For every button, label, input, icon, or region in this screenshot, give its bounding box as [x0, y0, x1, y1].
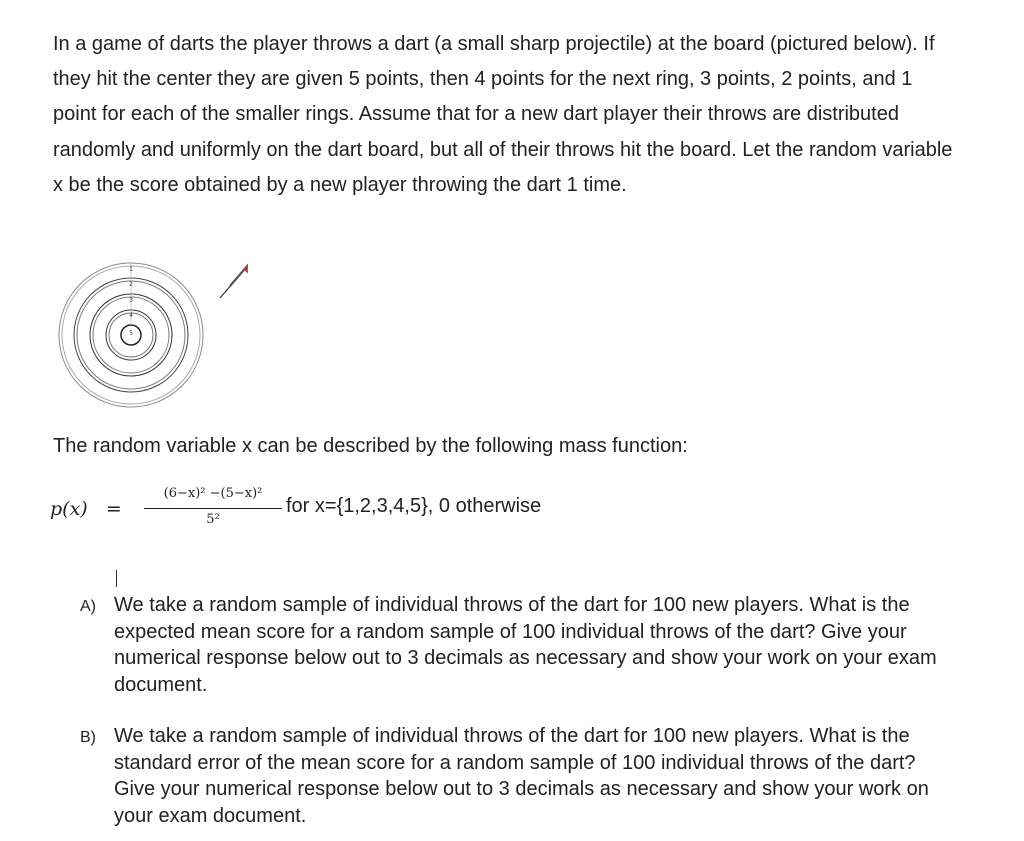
formula-condition: for x={1,2,3,4,5}, 0 otherwise	[286, 495, 542, 517]
question-a-label: A)	[80, 598, 96, 615]
ring-label-2: 2	[129, 281, 133, 288]
ring-label-3: 3	[129, 297, 133, 304]
formula-equals: =	[105, 498, 122, 520]
intro-paragraph: In a game of darts the player throws a dart (a small sharp projectile) at the board (pictured below). If they hit the center they are given 5 points, then 4 points for the next ring, 3 points, 2 points, and 1 point for each of the smaller rings. Assume that for a new dart player their throws are distributed randomly and uniformly on the dart board, but all of their throws hit the board. Let the random variable x be the score obtained by a new player throwing the dart 1 time.	[53, 33, 953, 196]
question-b	[80, 723, 960, 829]
mass-function-intro: The random variable x can be described by the following mass function:	[53, 435, 688, 457]
formula-denominator: 5²	[206, 512, 220, 527]
fraction-bar	[144, 508, 282, 509]
formula-numerator: (6−x)² −(5−x)²	[163, 486, 263, 501]
dart-icon	[220, 262, 248, 298]
formula-lhs	[50, 498, 122, 520]
ring-label-5: 5	[129, 330, 133, 337]
question-a-text: We take a random sample of individual throws of the dart for 100 new players. What is the expected mean score for a random sample of 100 individual throws of the dart? Give your numerical response below out to 3 decimals as necessary and show your work on your exam document.	[114, 594, 937, 696]
question-b-label: B)	[80, 729, 96, 746]
text-cursor	[116, 570, 117, 587]
question-a	[80, 592, 960, 698]
question-b-text: We take a random sample of individual throws of the dart for 100 new players. What is the standard error of the mean score for a random sample of 100 individual throws of the dart? Give your numerical response below out to 3 decimals as necessary and show your work on your exam document.	[114, 725, 929, 827]
ring-label-1: 1	[129, 266, 133, 273]
ring-label-4: 4	[129, 312, 133, 319]
formula-p-of-x: p(x)	[50, 498, 88, 520]
dartboard-figure	[58, 262, 248, 422]
